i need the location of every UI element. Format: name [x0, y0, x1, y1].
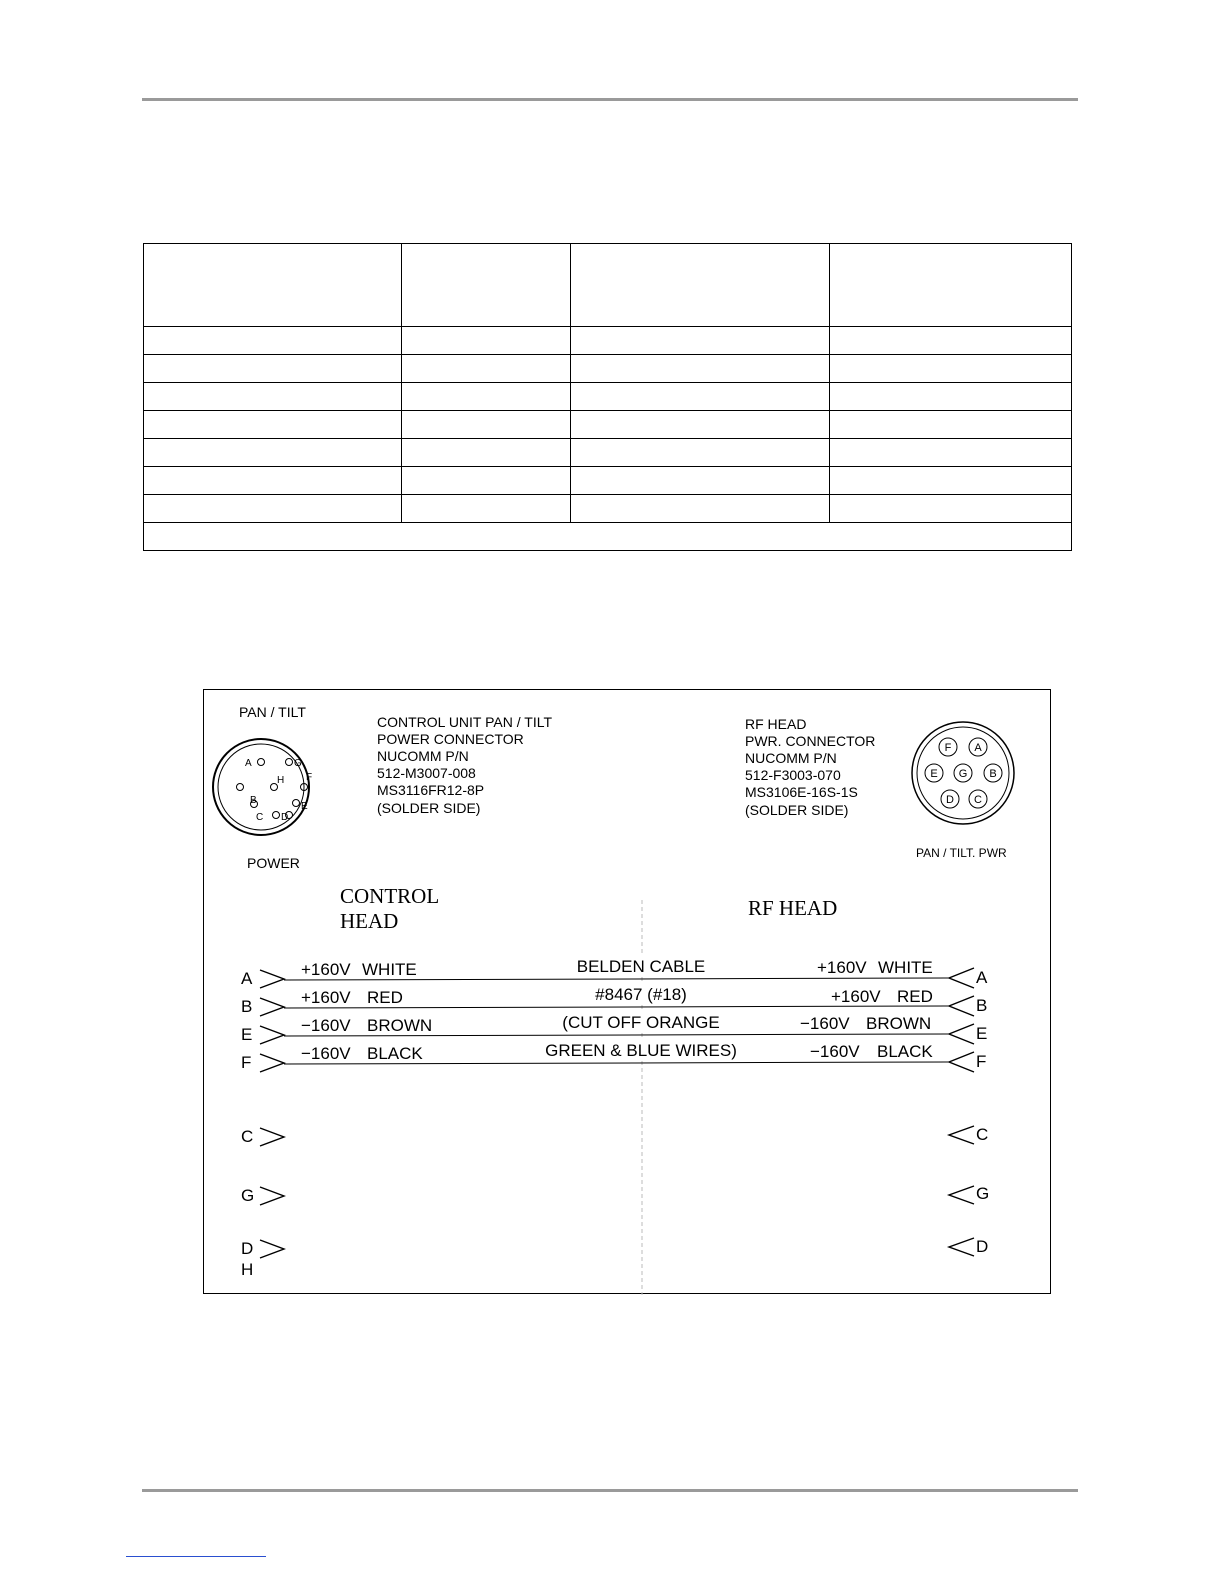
connector-pin-group — [925, 738, 1002, 808]
wire-color-right: BLACK — [877, 1042, 933, 1061]
wire-voltage-right: −160V — [800, 1014, 850, 1033]
unused-pin-left: D — [241, 1239, 254, 1258]
connector-arrow-icon — [260, 1128, 284, 1146]
wire-color-left: WHITE — [362, 960, 417, 979]
wire-pin-right: E — [976, 1024, 988, 1043]
wire-pin-left: E — [241, 1025, 253, 1044]
wire-pin-right: B — [976, 996, 988, 1015]
pin-icon — [258, 759, 265, 766]
connector-arrow-icon — [260, 1026, 284, 1044]
info-line: CONTROL UNIT PAN / TILT — [377, 714, 553, 730]
connector-arrow-icon — [949, 996, 974, 1016]
pin-label: F — [944, 742, 952, 754]
pin-icon — [293, 800, 300, 807]
pin-label: C — [974, 794, 982, 806]
info-line: (SOLDER SIDE) — [377, 800, 481, 816]
info-line: NUCOMM P/N — [745, 750, 837, 766]
control-head-heading: HEAD — [340, 909, 399, 933]
cable-line: GREEN & BLUE WIRES) — [545, 1041, 737, 1060]
wire-voltage-right: +160V — [831, 987, 881, 1006]
table-row — [144, 355, 1072, 383]
pin-icon — [271, 784, 278, 791]
cable-line: #8467 (#18) — [595, 985, 687, 1004]
info-line: POWER CONNECTOR — [377, 731, 524, 747]
wire-pin-right: A — [976, 968, 988, 987]
table-row — [144, 383, 1072, 411]
wire-voltage-right: +160V — [817, 958, 867, 977]
connector-arrow-icon — [949, 1126, 974, 1144]
unused-pins — [241, 1125, 989, 1279]
pin-icon — [237, 784, 244, 791]
pin-label: E — [301, 801, 308, 812]
wire-color-right: BROWN — [866, 1014, 932, 1033]
unused-pin-left: G — [241, 1186, 255, 1205]
connector-top-label: PAN / TILT — [239, 704, 306, 720]
pin-label: E — [930, 768, 938, 780]
pin-label: A — [245, 758, 252, 769]
table-row — [144, 495, 1072, 523]
wiring-diagram — [203, 689, 1051, 1294]
connector-arrow-icon — [260, 998, 284, 1016]
unused-pin-right: C — [976, 1125, 989, 1144]
connector-arrow-icon — [949, 1052, 974, 1072]
cable-description — [536, 956, 746, 1060]
connector-arrow-icon — [949, 1238, 974, 1256]
control-head-heading: CONTROL — [340, 884, 440, 908]
rf-head-connector — [912, 722, 1014, 860]
pin-label: C — [256, 812, 264, 823]
pin-label: G — [958, 768, 968, 780]
wire-color-right: RED — [897, 987, 933, 1006]
wire-color-left: RED — [367, 988, 403, 1007]
wiring-diagram-svg — [204, 690, 1052, 1295]
connector-arrow-icon — [260, 1240, 284, 1258]
table-row — [144, 411, 1072, 439]
table-row — [144, 467, 1072, 495]
wire-voltage-right: −160V — [810, 1042, 860, 1061]
connector-arrow-icon — [260, 1054, 284, 1072]
pin-icon — [273, 812, 280, 819]
info-line: PWR. CONNECTOR — [745, 733, 876, 749]
cable-line: (CUT OFF ORANGE — [562, 1013, 720, 1032]
wire-pin-left: F — [241, 1053, 252, 1072]
info-line: MS3116FR12-8P — [377, 782, 485, 798]
pin-label: A — [974, 742, 982, 754]
rf-head-heading: RF HEAD — [748, 896, 838, 920]
connector-arrow-icon — [260, 1187, 284, 1205]
info-line: RF HEAD — [745, 716, 807, 732]
wire-voltage-left: −160V — [301, 1016, 351, 1035]
pin-label: B — [250, 795, 257, 806]
rf-head-connector-info — [745, 716, 875, 818]
info-line: 512-M3007-008 — [377, 765, 476, 781]
connector-arrow-icon — [949, 968, 974, 988]
pin-label: G — [294, 758, 302, 769]
table-footer-row — [144, 523, 1072, 551]
table-header-row — [144, 244, 1072, 327]
footer-link-underline — [126, 1556, 266, 1557]
footer-rule — [142, 1489, 1078, 1492]
wire-color-left: BROWN — [367, 1016, 433, 1035]
connector-arrow-icon — [260, 970, 284, 988]
pin-label: D — [281, 812, 289, 823]
table-row — [144, 327, 1072, 355]
unused-pin-right: G — [976, 1184, 990, 1203]
header-rule — [142, 98, 1078, 101]
wire-pin-right: F — [976, 1052, 987, 1071]
info-line: NUCOMM P/N — [377, 748, 469, 764]
connector-bottom-label: POWER — [247, 855, 300, 871]
connector-arrow-icon — [949, 1024, 974, 1044]
wire-voltage-left: +160V — [301, 988, 351, 1007]
info-line: (SOLDER SIDE) — [745, 802, 849, 818]
table-row — [144, 439, 1072, 467]
wire-color-right: WHITE — [878, 958, 933, 977]
info-line: MS3106E-16S-1S — [745, 784, 858, 800]
wire-pin-left: B — [241, 997, 253, 1016]
pin-icon — [286, 759, 293, 766]
info-line: 512-F3003-070 — [745, 767, 841, 783]
cable-line: BELDEN CABLE — [576, 957, 706, 976]
control-unit-connector-info — [377, 714, 552, 816]
wire-voltage-left: +160V — [301, 960, 351, 979]
section-headings — [340, 884, 837, 933]
wire-color-left: BLACK — [367, 1044, 423, 1063]
unused-pin-right: D — [976, 1237, 989, 1256]
wire-voltage-left: −160V — [301, 1044, 351, 1063]
unused-pin-left: C — [241, 1127, 254, 1146]
pin-assignment-table — [143, 243, 1072, 551]
connector-arrow-icon — [949, 1186, 974, 1204]
pin-label: D — [946, 794, 954, 806]
extra-pin-left: H — [241, 1260, 254, 1279]
pin-label: B — [989, 768, 997, 780]
pin-label: F — [306, 772, 313, 783]
control-unit-connector — [213, 704, 312, 871]
connector-bottom-label: PAN / TILT. PWR — [916, 846, 1007, 860]
wire-pin-left: A — [241, 969, 253, 988]
pin-label: H — [277, 775, 285, 786]
